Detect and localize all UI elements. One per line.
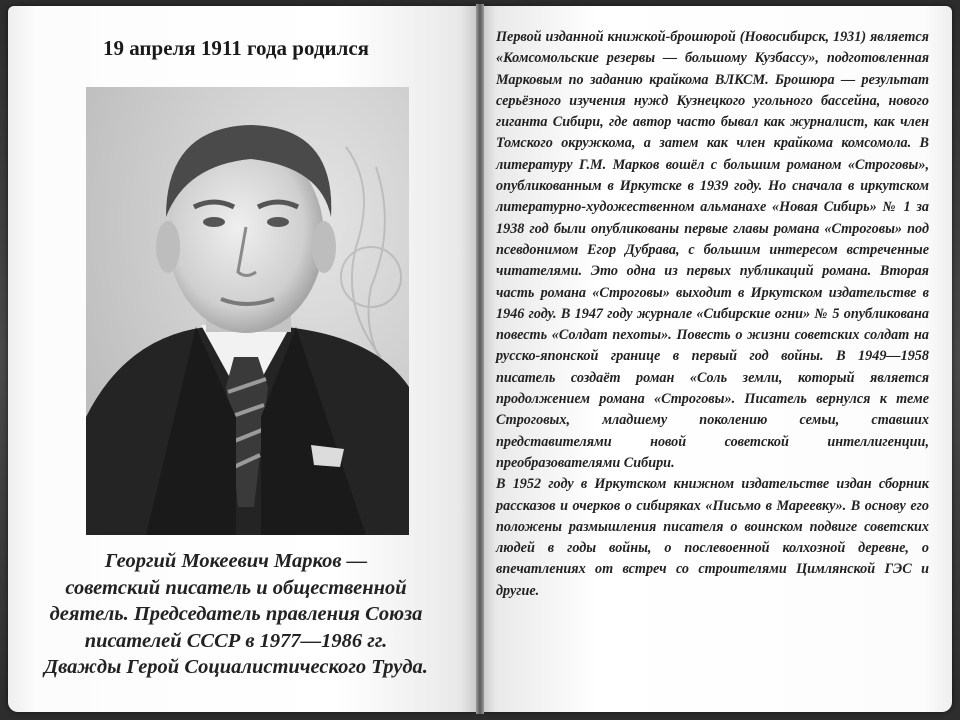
biography-text [496,27,929,602]
caption-line: деятель. Председатель правления Союза [49,603,423,625]
portrait-photo [86,87,409,535]
portrait-image [86,87,409,535]
portrait-caption [20,548,452,681]
birth-date-heading: 19 апреля 1911 года родился [102,36,370,60]
caption-line: Георгий Мокеевич Марков — [104,550,368,572]
biography-paragraph-1: Первой изданной книжкой-брошюрой (Новосибирск, 1931) является «Комсомольские резервы — большому Кузбассу», подготовленная Марковым по заданию крайкома ВЛКСМ. Брошюра — результат серьёзного изучения нужд Кузнецкого угольного бассейна, нового гиганта Сибири, где автор часто бывал как журналист, как член Томского окружкома, а затем как член крайкома комсомола. В литературу Г.М. Марков вошёл с большим романом «Строговы», опубликованным в Иркутске в 1939 году. Но сначала в иркутском литературно-художественном альманахе «Новая Сибирь» № 1 за 1938 год были опубликованы первые главы романа «Строговы» под псевдонимом Егор Дубрава, с большим интересом встреченные читателями. Это одна из первых публикаций романа. Вторая часть романа «Строговы» выходит в Иркутском издательстве в 1946 году. В 1947 году журнале «Сибирские огни» № 5 опубликована повесть «Солдат пехоты». Повесть о жизни советских солдат на русско-японской границе в первый год войны. В 1949—1958 писатель создаёт роман «Соль земли, который является продолжением романа «Строговы». Писатель вернулся к теме Строговых, младшему поколению семьи, ставших представителями новой советской интеллигенции, преобразователями Сибири. [496,29,929,471]
biography-paragraph-2: В 1952 году в Иркутском книжном издательстве издан сборник рассказов и очерков о сибиряках «Письмо в Мареевку». В основу его положены размышления писателя о воинском подвиге советских людей в годы войны, о послевоенной колхозной деревне, о впечатлениях от встреч со строителями Цимлянской ГЭС и другие. [496,476,929,599]
caption-line: писателей СССР в 1977—1986 гг. [84,629,388,652]
caption-line: советский писатель и общественной [65,576,407,599]
caption-line: Дважды Герой Социалистического Труда. [44,656,428,678]
book-spine [476,4,484,714]
